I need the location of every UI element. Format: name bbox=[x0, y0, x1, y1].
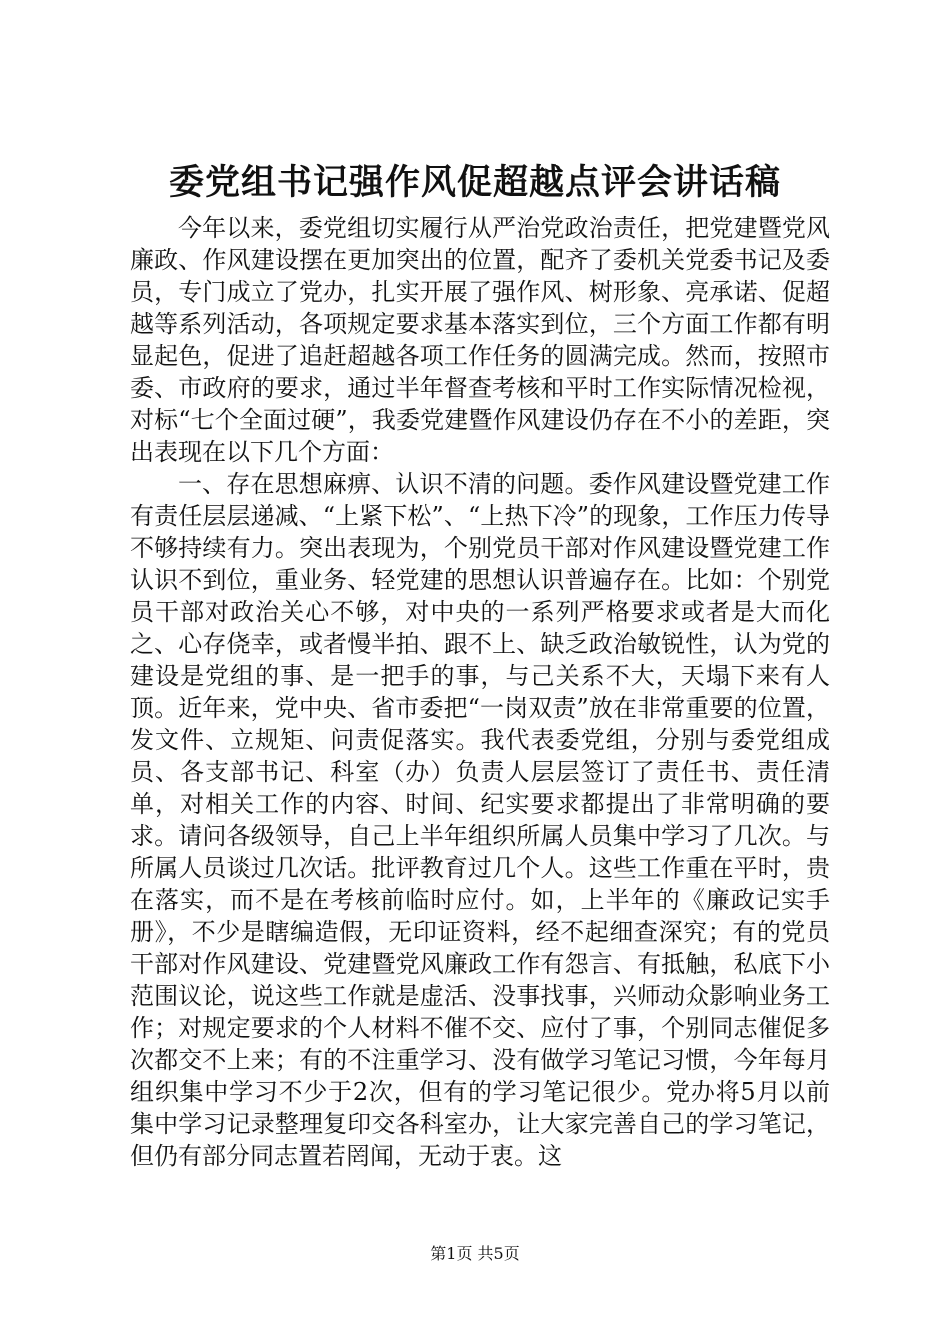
page-footer: 第1页 共5页 bbox=[430, 1244, 520, 1263]
document-title: 委党组书记强作风促超越点评会讲话稿 bbox=[168, 162, 781, 203]
paragraph-section-one: 一、存在思想麻痹、认识不清的问题。委作风建设暨党建工作有责任层层递减、“上紧下松”、“上热下冷”的现象，工作压力传导不够持续有力。突出表现为，个别党员干部对作风建设暨党建工作认识不到位，重业务、轻党建的思想认识普遍存在。比如：个别党员干部对政治关心不够，对中央的一系列严格要求或者是大而化之、心存侥幸，或者慢半拍、跟不上、缺乏政治敏锐性，认为党的建设是党组的事、是一把手的事，与己关系不大，天塌下来有人顶。近年来，党中央、省市委把“一岗双责”放在非常重要的位置，发文件、立规矩、问责促落实。我代表委党组，分别与委党组成员、各支部书记、科室（办）负责人层层签订了责任书、责任清单，对相关工作的内容、时间、纪实要求都提出了非常明确的要求。请问各级领导，自己上半年组织所属人员集中学习了几次。与所属人员谈过几次话。批评教育过几个人。这些工作重在平时，贵在落实，而不是在考核前临时应付。如，上半年的《廉政记实手册》，不少是瞎编造假，无印证资料，经不起细查深究；有的党员干部对作风建设、党建暨党风廉政工作有怨言、有抵触，私底下小范围议论，说这些工作就是虚活、没事找事，兴师动众影响业务工作；对规定要求的个人材料不催不交、应付了事，个别同志催促多次都交不上来；有的不注重学习、没有做学习笔记习惯，今年每月组织集中学习不少于2次，但有的学习笔记很少。党办将5月以前集中学习记录整理复印交各科室办，让大家完善自己的学习笔记，但仍有部分同志置若罔闻，无动于衷。这 bbox=[130, 470, 830, 1170]
paragraph-intro: 今年以来，委党组切实履行从严治党政治责任，把党建暨党风廉政、作风建设摆在更加突出的位置，配齐了委机关党委书记及委员，专门成立了党办，扎实开展了强作风、树形象、亮承诺、促超越等系列活动，各项规定要求基本落实到位，三个方面工作都有明显起色，促进了追赶超越各项工作任务的圆满完成。然而，按照市委、市政府的要求，通过半年督查考核和平时工作实际情况检视，对标“七个全面过硬”，我委党建暨作风建设仍存在不小的差距，突出表现在以下几个方面： bbox=[130, 214, 830, 466]
document-body bbox=[130, 212, 830, 1172]
